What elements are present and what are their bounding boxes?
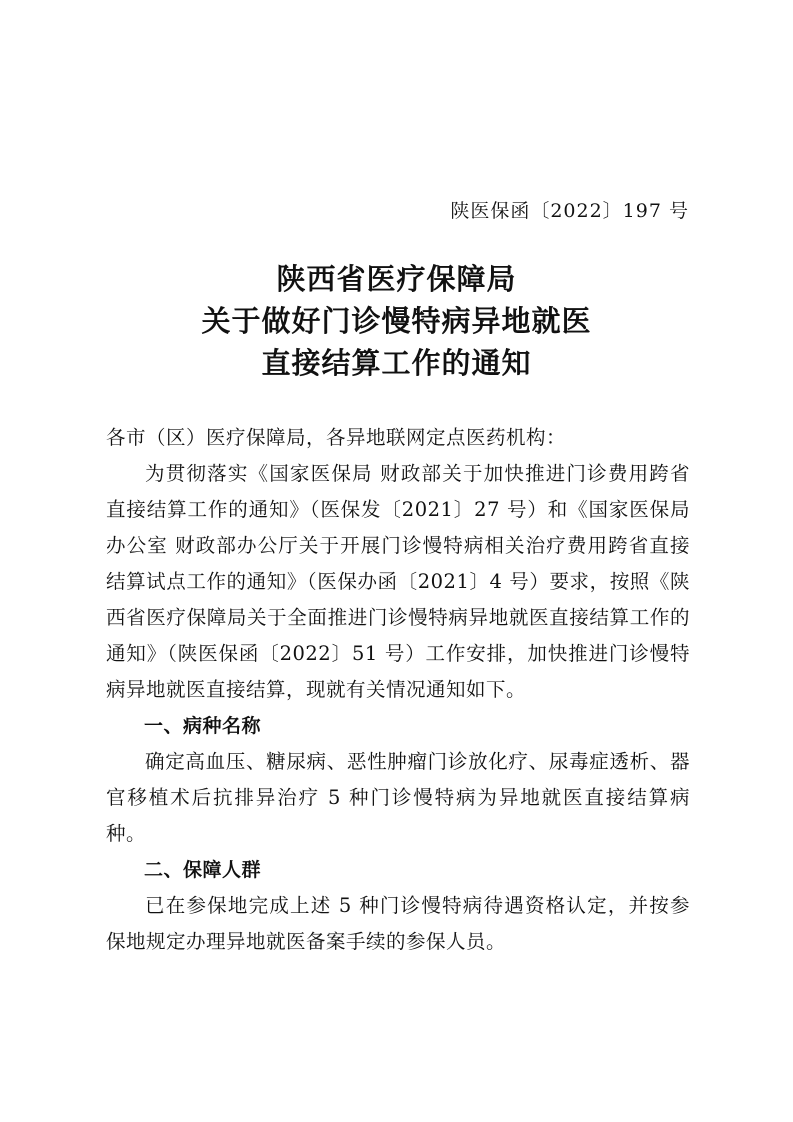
intro-paragraph: 为贯彻落实《国家医保局 财政部关于加快推进门诊费用跨省直接结算工作的通知》（医保发〔2021〕27 号）和《国家医保局办公室 财政部办公厅关于开展门诊慢特病相关治疗费用跨省直接结算试点工作的通知》（医保办函〔2021〕4 号）要求，按照《陕西省医疗保障局关于全面推进门诊慢特病异地就医直接结算工作的通知》（陕医保函〔2022〕51 号）工作安排，加快推进门诊慢特病异地就医直接结算，现就有关情况通知如下。 [106, 462, 690, 701]
title-line-3: 直接结算工作的通知 [261, 346, 532, 380]
section-content-covered-population: 已在参保地完成上述 5 种门诊慢特病待遇资格认定，并按参保地规定办理异地就医备案手续的参保人员。 [106, 894, 690, 953]
title-line-1: 陕西省医疗保障局 [276, 262, 517, 296]
document-title [0, 258, 793, 384]
section-content-disease-names: 确定高血压、糖尿病、恶性肿瘤门诊放化疗、尿毒症透析、器官移植术后抗排异治疗 5 种门诊慢特病为异地就医直接结算病种。 [106, 750, 690, 845]
section-heading-covered-population: 二、保障人群 [144, 859, 262, 881]
document-body [106, 420, 690, 960]
document-number: 陕医保函〔2022〕197 号 [450, 200, 689, 222]
title-line-2: 关于做好门诊慢特病异地就医 [201, 304, 592, 338]
section-heading-disease-names: 一、病种名称 [144, 715, 262, 737]
salutation: 各市（区）医疗保障局，各异地联网定点医药机构： [106, 426, 567, 449]
